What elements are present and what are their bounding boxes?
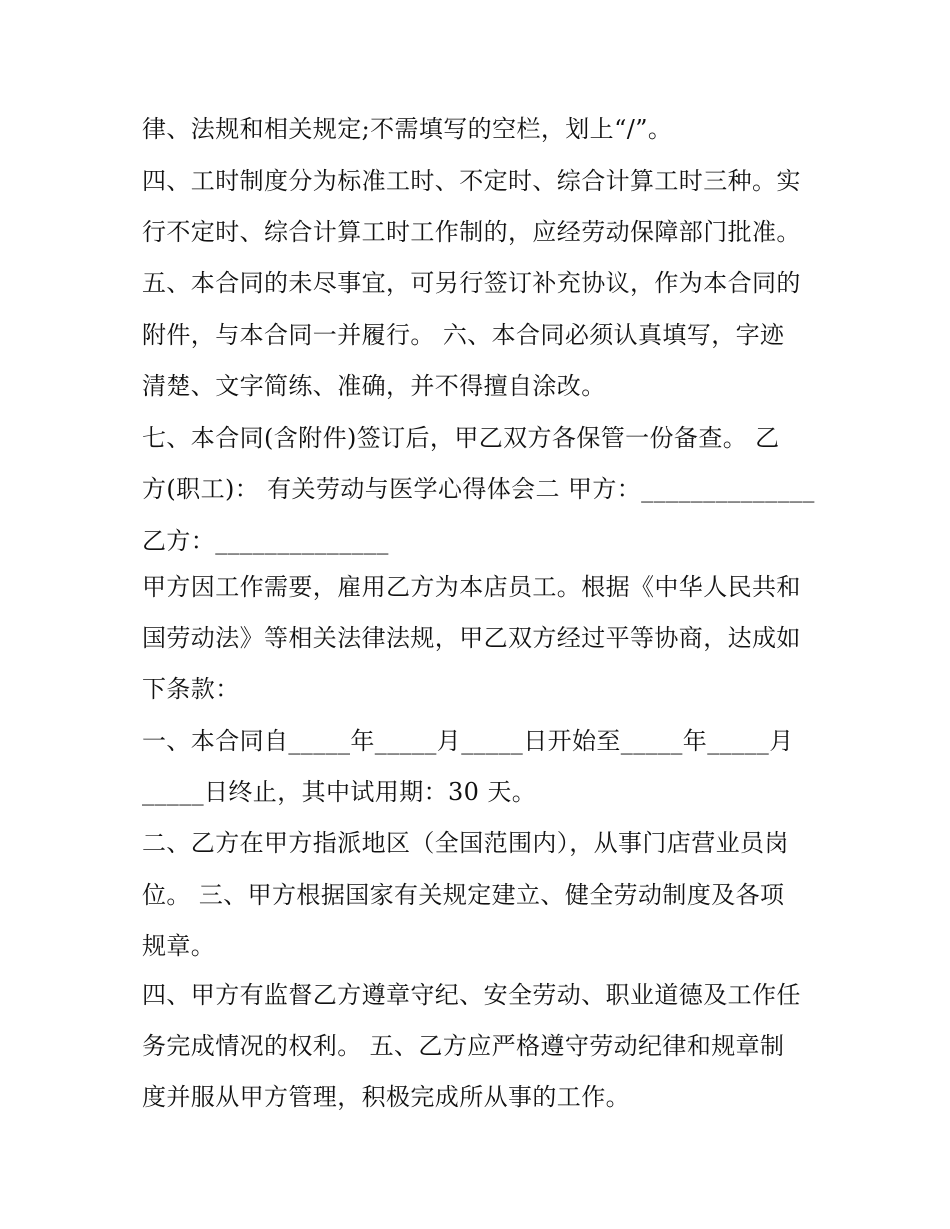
text-line: 度并服从甲方管理，积极完成所从事的工作。: [142, 1083, 630, 1111]
text-line: 方(职工)： 有关劳动与医学心得体会二 甲方：______________: [142, 475, 815, 503]
text-line: _____日终止，其中试用期：30 天。: [142, 778, 537, 806]
text-line: 行不定时、综合计算工时工作制的，应经劳动保障部门批准。: [142, 218, 801, 246]
text-line: 四、甲方有监督乙方遵章守纪、安全劳动、职业道德及工作任: [142, 981, 801, 1009]
text-line: 二、乙方在甲方指派地区（全国范围内），从事门店营业员岗: [142, 829, 789, 857]
text-line: 位。 三、甲方根据国家有关规定建立、健全劳动制度及各项: [142, 881, 785, 909]
text-line: 附件，与本合同一并履行。 六、本合同必须认真填写，字迹: [142, 321, 785, 349]
text-line: 一、本合同自_____年_____月_____日开始至_____年_____月: [142, 727, 794, 755]
text-line: 国劳动法》等相关法律法规，甲乙双方经过平等协商，达成如: [142, 624, 801, 652]
text-line: 甲方因工作需要，雇用乙方为本店员工。根据《中华人民共和: [142, 573, 801, 601]
text-line: 律、法规和相关规定;不需填写的空栏，划上“/”。: [142, 115, 673, 143]
text-line: 五、本合同的未尽事宜，可另行签订补充协议，作为本合同的: [142, 269, 801, 297]
text-line: 务完成情况的权利。 五、乙方应严格遵守劳动纪律和规章制: [142, 1032, 785, 1060]
text-line: 规章。: [142, 932, 216, 960]
text-line: 乙方：______________: [142, 527, 389, 555]
text-line: 四、工时制度分为标准工时、不定时、综合计算工时三种。实: [142, 167, 801, 195]
text-line: 下条款：: [142, 675, 240, 703]
text-line: 七、本合同(含附件)签订后，甲乙双方各保管一份备查。 乙: [142, 424, 780, 452]
text-line: 清楚、文字简练、准确，并不得擅自涂改。: [142, 372, 606, 400]
